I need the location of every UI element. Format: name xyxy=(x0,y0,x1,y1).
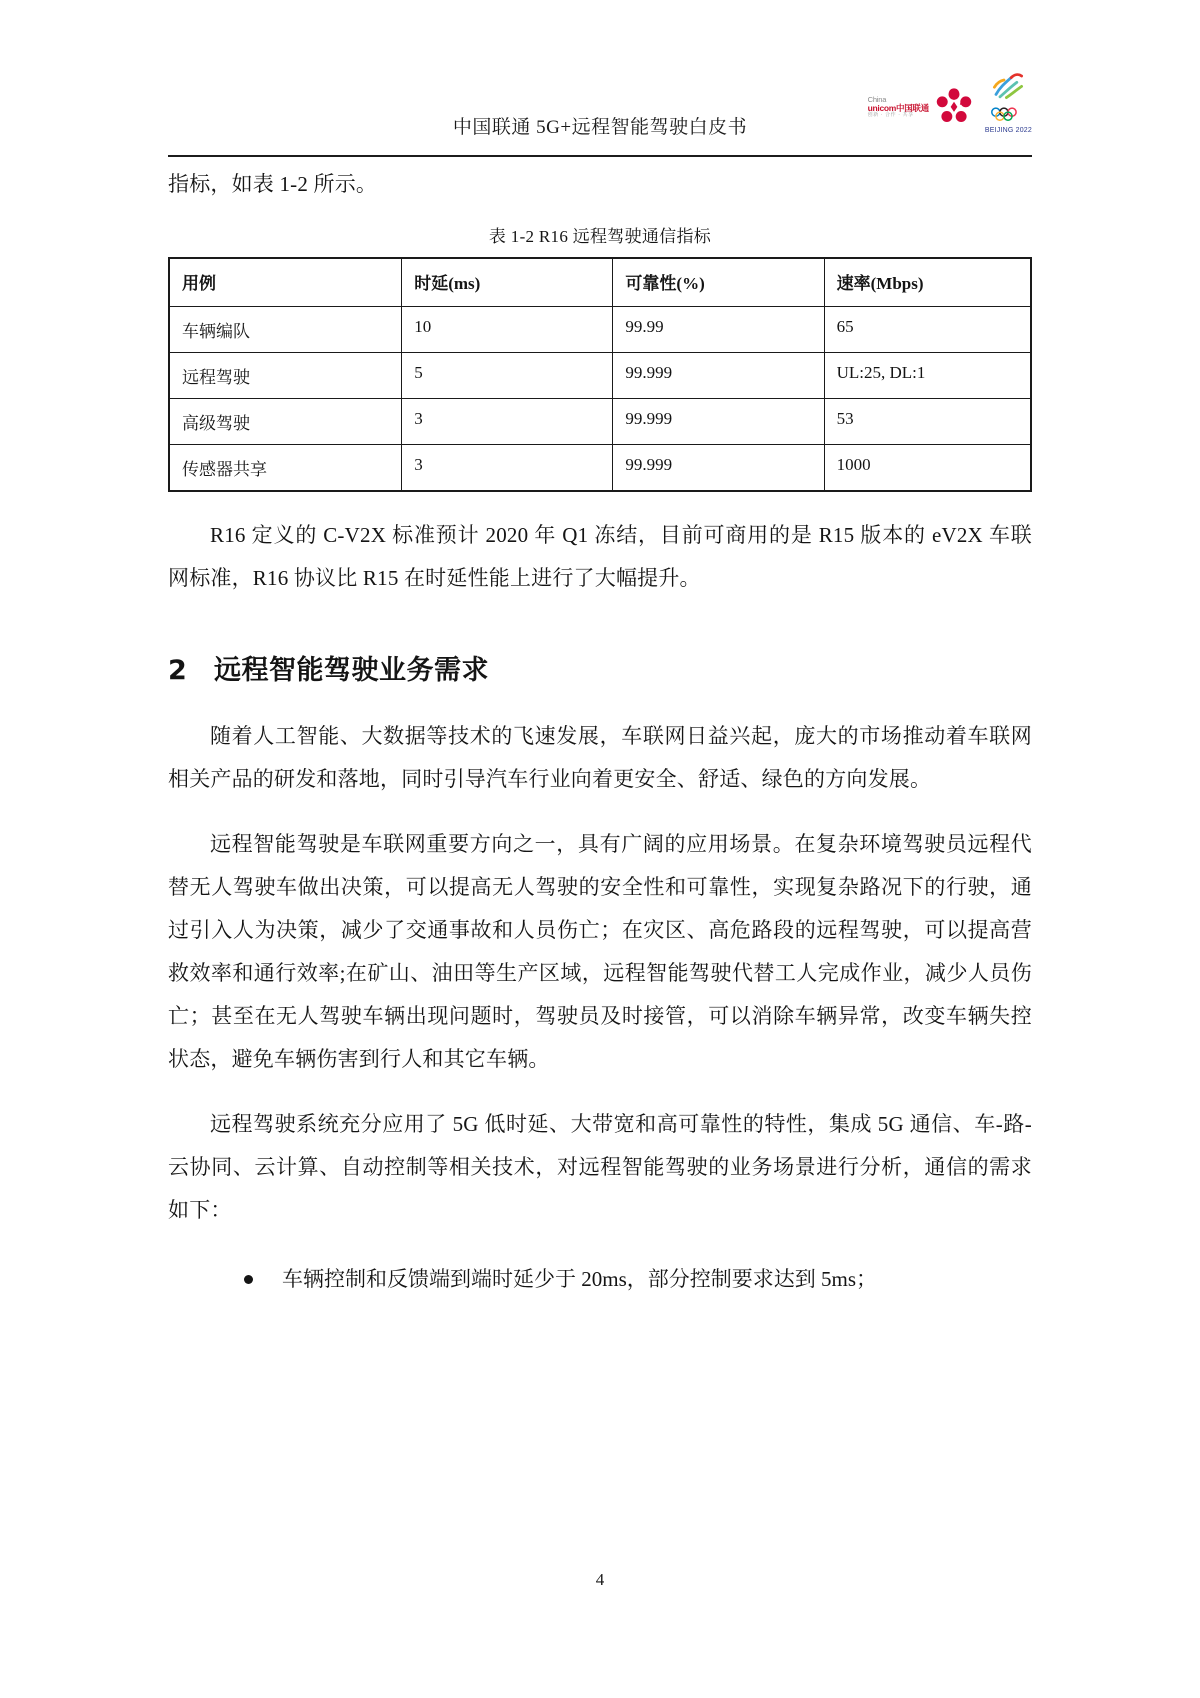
list-item-text: 车辆控制和反馈端到端时延少于 20ms，部分控制要求达到 5ms； xyxy=(282,1266,878,1291)
paragraph-1: 随着人工智能、大数据等技术的飞速发展，车联网日益兴起，庞大的市场推动着车联网相关产品的研发和落地，同时引导汽车行业向着更安全、舒适、绿色的方向发展。 xyxy=(168,723,1032,791)
cell-reliability: 99.999 xyxy=(613,398,824,444)
table-body xyxy=(169,306,1031,491)
document-body xyxy=(168,163,1032,1301)
section-number: 2 xyxy=(168,654,188,686)
cell-rate: UL:25, DL:1 xyxy=(824,352,1031,398)
table-row xyxy=(169,306,1031,352)
cell-rate: 53 xyxy=(824,398,1031,444)
table-head xyxy=(169,258,1031,306)
table-col-header-reliability: 可靠性(%) xyxy=(613,258,824,306)
section-title: 远程智能驾驶业务需求 xyxy=(214,654,489,686)
cell-latency: 3 xyxy=(402,398,613,444)
table-col-header-rate: 速率(Mbps) xyxy=(824,258,1031,306)
cell-usecase: 传感器共享 xyxy=(169,444,402,491)
table-caption: 表 1-2 R16 远程驾驶通信指标 xyxy=(488,227,712,246)
bullet-dot-icon xyxy=(244,1275,253,1284)
page-header xyxy=(168,78,1032,158)
cell-usecase: 远程驾驶 xyxy=(169,352,402,398)
cell-rate: 1000 xyxy=(824,444,1031,491)
unicom-logo-line1: China xyxy=(867,95,887,104)
lead-paragraph: 指标，如表 1-2 所示。 xyxy=(168,172,378,196)
table-row xyxy=(169,398,1031,444)
cell-reliability: 99.999 xyxy=(613,352,824,398)
table-col-header-latency: 时延(ms) xyxy=(402,258,613,306)
table-header-row xyxy=(169,258,1031,306)
list-item xyxy=(236,1258,1032,1301)
beijing-2022-emblem-icon xyxy=(988,71,1028,106)
table-row xyxy=(169,352,1031,398)
paragraph-2: 远程智能驾驶是车联网重要方向之一，具有广阔的应用场景。在复杂环境驾驶员远程代替无人驾驶车做出决策，可以提高无人驾驶的安全性和可靠性，实现复杂路况下的行驶，通过引入人为决策，减少了交通事故和人员伤亡；在灾区、高危路段的远程驾驶，可以提高营救效率和通行效率;在矿山、油田等生产区域，远程智能驾驶代替工人完成作业，减少人员伤亡；甚至在无人驾驶车辆出现问题时，驾驶员及时接管，可以消除车辆异常，改变车辆失控状态，避免车辆伤害到行人和其它车辆。 xyxy=(168,831,1032,1071)
table-col-header-usecase: 用例 xyxy=(169,258,402,306)
page-footer xyxy=(0,1570,1200,1590)
cell-reliability: 99.99 xyxy=(613,306,824,352)
cell-latency: 10 xyxy=(402,306,613,352)
requirements-list xyxy=(168,1258,1032,1301)
section-heading xyxy=(168,648,1032,687)
r16-metrics-table xyxy=(168,257,1032,492)
header-divider xyxy=(168,155,1032,157)
cell-usecase: 高级驾驶 xyxy=(169,398,402,444)
unicom-logo-line2: unicom中国联通 xyxy=(867,102,929,113)
document-header-title: 中国联通 5G+远程智能驾驶白皮书 xyxy=(452,117,748,138)
cell-reliability: 99.999 xyxy=(613,444,824,491)
paragraph-3: 远程驾驶系统充分应用了 5G 低时延、大带宽和高可靠性的特性，集成 5G 通信、车-路-云协同、云计算、自动控制等相关技术，对远程智能驾驶的业务场景进行分析，通信的需求如下： xyxy=(168,1111,1032,1222)
beijing-2022-wordmark: BEIJING 2022 xyxy=(984,127,1032,134)
unicom-logo-line3: 创新 · 合作 · 共享 xyxy=(867,112,914,118)
paragraph-after-table: R16 定义的 C-V2X 标准预计 2020 年 Q1 冻结，目前可商用的是 R15 版本的 eV2X 车联网标准，R16 协议比 R15 在时延性能上进行了大幅提升。 xyxy=(168,522,1032,590)
table-row xyxy=(169,444,1031,491)
page-number: 4 xyxy=(595,1570,605,1589)
cell-latency: 3 xyxy=(402,444,613,491)
cell-rate: 65 xyxy=(824,306,1031,352)
cell-latency: 5 xyxy=(402,352,613,398)
cell-usecase: 车辆编队 xyxy=(169,306,402,352)
